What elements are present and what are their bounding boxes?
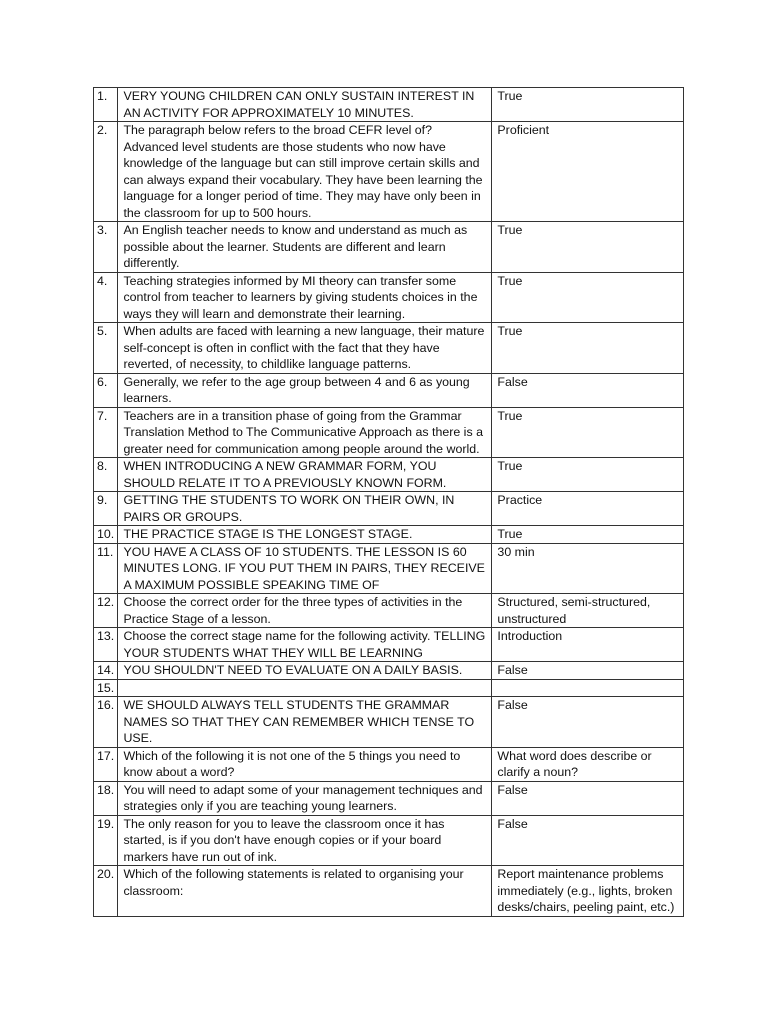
table-row <box>94 492 684 526</box>
answer-text: Structured, semi-structured, unstructured <box>492 594 684 628</box>
answer-text: True <box>492 272 684 323</box>
question-text: THE PRACTICE STAGE IS THE LONGEST STAGE. <box>118 526 492 544</box>
question-text: GETTING THE STUDENTS TO WORK ON THEIR OWN, IN PAIRS OR GROUPS. <box>118 492 492 526</box>
row-number: 7. <box>94 407 118 458</box>
answer-text: True <box>492 526 684 544</box>
table-row <box>94 526 684 544</box>
table-row <box>94 866 684 917</box>
row-number: 17. <box>94 747 118 781</box>
row-number: 14. <box>94 662 118 680</box>
row-number: 19. <box>94 815 118 866</box>
question-text: You will need to adapt some of your management techniques and strategies only if you are teaching young learners. <box>118 781 492 815</box>
table-row <box>94 815 684 866</box>
question-text: YOU HAVE A CLASS OF 10 STUDENTS. THE LESSON IS 60 MINUTES LONG. IF YOU PUT THEM IN PAIRS, THEY RECEIVE A MAXIMUM POSSIBLE SPEAKING TIME OF <box>118 543 492 594</box>
table-row <box>94 323 684 374</box>
table-row <box>94 679 684 697</box>
answer-text: False <box>492 781 684 815</box>
answer-text: Practice <box>492 492 684 526</box>
row-number: 11. <box>94 543 118 594</box>
answer-text: False <box>492 815 684 866</box>
question-text: When adults are faced with learning a new language, their mature self-concept is often in conflict with the fact that they have reverted, of necessity, to childlike language patterns. <box>118 323 492 374</box>
quiz-table-body <box>94 88 684 917</box>
table-row <box>94 458 684 492</box>
row-number: 20. <box>94 866 118 917</box>
row-number: 9. <box>94 492 118 526</box>
row-number: 8. <box>94 458 118 492</box>
question-text: YOU SHOULDN'T NEED TO EVALUATE ON A DAILY BASIS. <box>118 662 492 680</box>
answer-text <box>492 679 684 697</box>
table-row <box>94 373 684 407</box>
row-number: 10. <box>94 526 118 544</box>
table-row <box>94 222 684 273</box>
question-text: Choose the correct order for the three types of activities in the Practice Stage of a lesson. <box>118 594 492 628</box>
row-number: 18. <box>94 781 118 815</box>
row-number: 4. <box>94 272 118 323</box>
row-number: 2. <box>94 122 118 222</box>
question-text: Teachers are in a transition phase of going from the Grammar Translation Method to The Communicative Approach as there is a greater need for communication among people around the world. <box>118 407 492 458</box>
table-row <box>94 594 684 628</box>
answer-text: True <box>492 458 684 492</box>
table-row <box>94 781 684 815</box>
answer-text: True <box>492 407 684 458</box>
answer-text: True <box>492 222 684 273</box>
row-number: 15. <box>94 679 118 697</box>
answer-text: False <box>492 373 684 407</box>
table-row <box>94 272 684 323</box>
question-text: Choose the correct stage name for the following activity. TELLING YOUR STUDENTS WHAT THEY WILL BE LEARNING <box>118 628 492 662</box>
table-row <box>94 697 684 748</box>
row-number: 13. <box>94 628 118 662</box>
table-row <box>94 662 684 680</box>
table-row <box>94 628 684 662</box>
row-number: 3. <box>94 222 118 273</box>
table-row <box>94 88 684 122</box>
question-text: WHEN INTRODUCING A NEW GRAMMAR FORM, YOU SHOULD RELATE IT TO A PREVIOUSLY KNOWN FORM. <box>118 458 492 492</box>
answer-text: True <box>492 88 684 122</box>
row-number: 16. <box>94 697 118 748</box>
question-text: Which of the following it is not one of the 5 things you need to know about a word? <box>118 747 492 781</box>
answer-text: Report maintenance problems immediately (e.g., lights, broken desks/chairs, peeling paint, etc.) <box>492 866 684 917</box>
question-text <box>118 679 492 697</box>
answer-text: True <box>492 323 684 374</box>
question-text: Teaching strategies informed by MI theory can transfer some control from teacher to learners by giving students choices in the ways they will learn and demonstrate their learning. <box>118 272 492 323</box>
row-number: 1. <box>94 88 118 122</box>
question-text: An English teacher needs to know and understand as much as possible about the learner. Students are different and learn differently. <box>118 222 492 273</box>
answer-text: 30 min <box>492 543 684 594</box>
table-row <box>94 122 684 222</box>
row-number: 12. <box>94 594 118 628</box>
row-number: 6. <box>94 373 118 407</box>
table-row <box>94 407 684 458</box>
question-text: Which of the following statements is related to organising your classroom: <box>118 866 492 917</box>
table-row <box>94 747 684 781</box>
question-text: The paragraph below refers to the broad CEFR level of? Advanced level students are those students who now have knowledge of the language but can still improve certain skills and can always expand their vocabulary. They have been learning the language for a longer period of time. They may have only been in the classroom for up to 500 hours. <box>118 122 492 222</box>
answer-text: False <box>492 697 684 748</box>
answer-text: False <box>492 662 684 680</box>
row-number: 5. <box>94 323 118 374</box>
answer-text: Introduction <box>492 628 684 662</box>
table-row <box>94 543 684 594</box>
question-text: The only reason for you to leave the classroom once it has started, is if you don't have enough copies or if your board markers have run out of ink. <box>118 815 492 866</box>
answer-text: What word does describe or clarify a noun? <box>492 747 684 781</box>
question-text: Generally, we refer to the age group between 4 and 6 as young learners. <box>118 373 492 407</box>
quiz-answer-table <box>93 87 684 917</box>
question-text: VERY YOUNG CHILDREN CAN ONLY SUSTAIN INTEREST IN AN ACTIVITY FOR APPROXIMATELY 10 MINUTES. <box>118 88 492 122</box>
question-text: WE SHOULD ALWAYS TELL STUDENTS THE GRAMMAR NAMES SO THAT THEY CAN REMEMBER WHICH TENSE TO USE. <box>118 697 492 748</box>
answer-text: Proficient <box>492 122 684 222</box>
